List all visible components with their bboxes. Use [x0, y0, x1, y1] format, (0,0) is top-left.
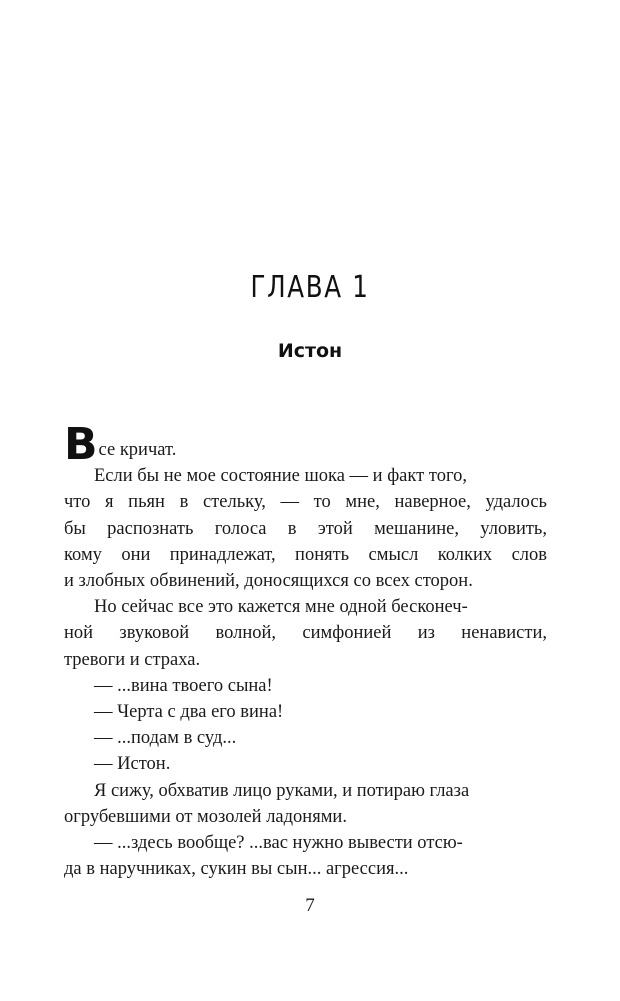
drop-cap: В	[64, 419, 98, 470]
text-line: — ...здесь вообще? ...вас нужно вывести отсю-	[94, 833, 463, 854]
text-line: Если бы не мое состояние шока — и факт того,	[94, 466, 467, 487]
text-line: Но сейчас все это кажется мне одной бесконеч-	[94, 597, 468, 618]
text-line: да в наручниках, сукин вы сын... агрессия...	[64, 859, 409, 880]
text-line: что я пьян в стельку, — то мне, наверное, удалось	[64, 492, 547, 513]
text-line: — Истон.	[94, 754, 171, 775]
text-line: — ...подам в суд...	[94, 728, 237, 749]
text-line: Я сижу, обхватив лицо руками, и потираю глаза	[94, 780, 470, 801]
text-line: тревоги и страха.	[64, 649, 201, 670]
text-line: — Черта с два его вина!	[94, 702, 284, 723]
text-line: бы распознать голоса в этой мешанине, уловить,	[64, 518, 547, 539]
page-number: 7	[305, 895, 315, 916]
text-line: ной звуковой волной, симфонией из ненависти,	[64, 623, 547, 644]
body-text	[64, 419, 547, 882]
chapter-subtitle: Истон	[277, 340, 343, 362]
chapter-title: ГЛАВА 1	[250, 270, 370, 305]
text-line: — ...вина твоего сына!	[94, 675, 273, 696]
text-line: огрубевшими от мозолей ладонями.	[64, 806, 347, 827]
text-line: и злобных обвинений, доносящихся со всех сторон.	[64, 571, 473, 592]
text-line: Все кричат.	[64, 419, 177, 470]
text-line: кому они принадлежат, понять смысл колких слов	[64, 544, 547, 565]
